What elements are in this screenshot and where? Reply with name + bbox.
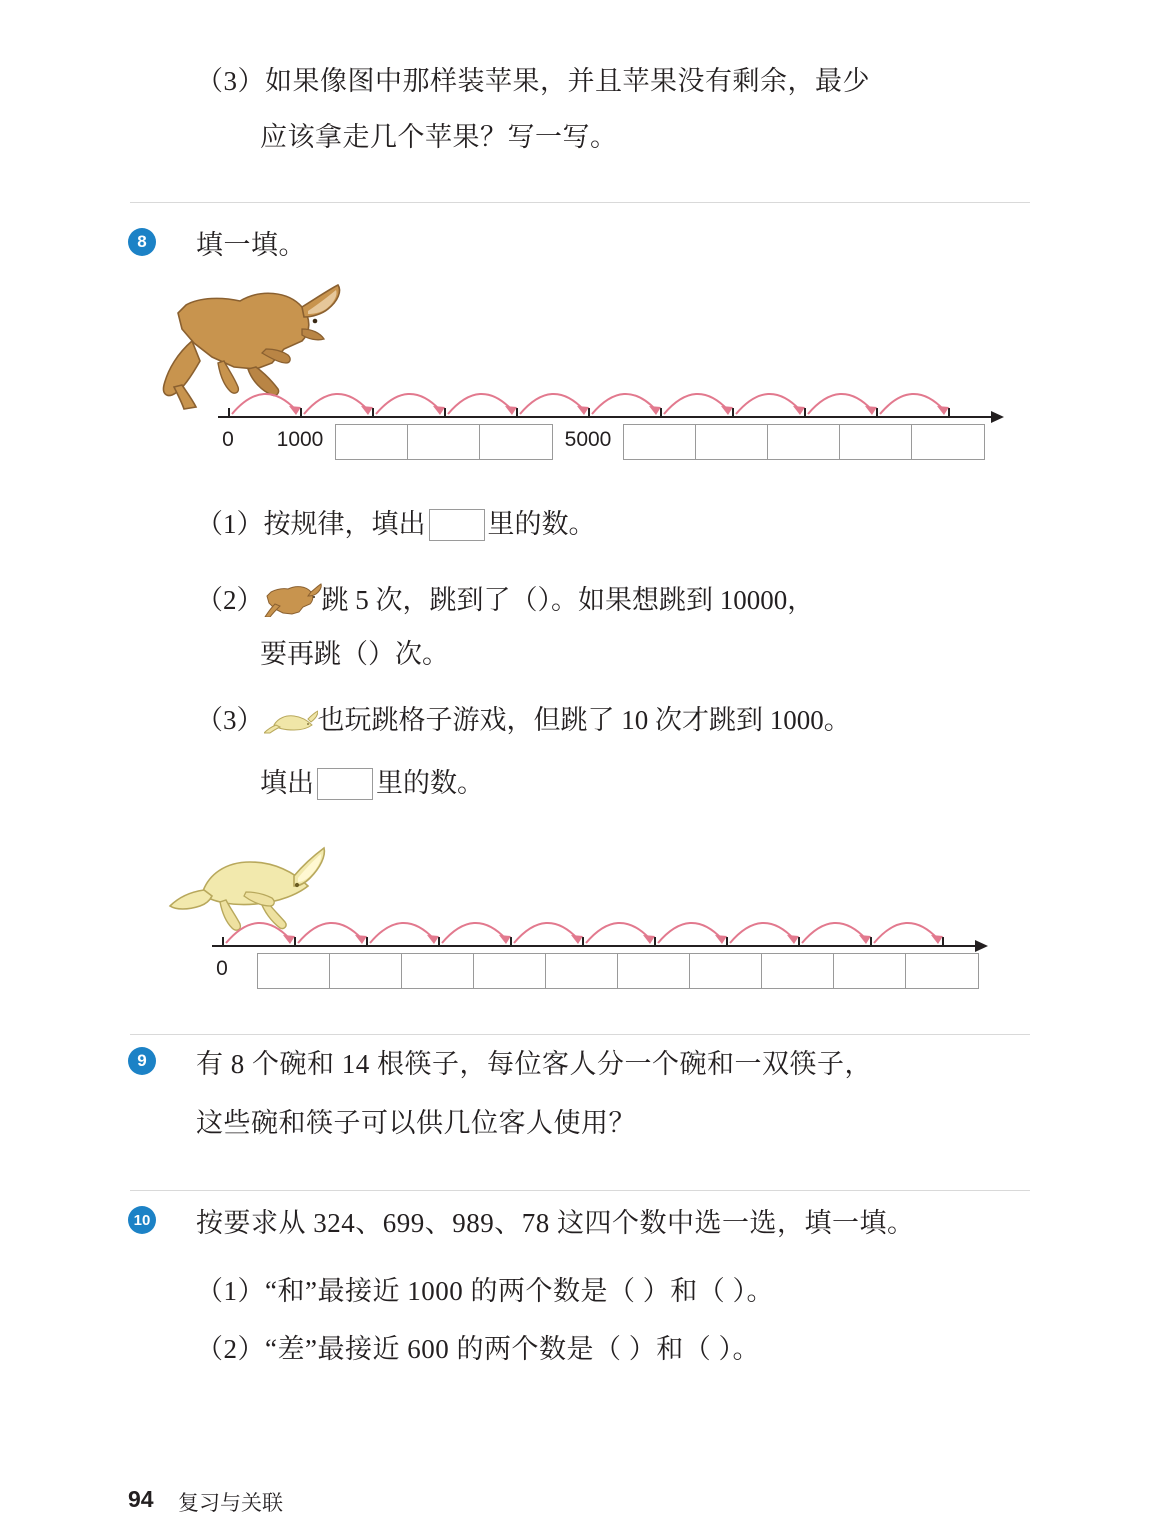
- divider: [130, 202, 1030, 203]
- number-line-label: 0: [216, 957, 228, 980]
- number-line-answer-box[interactable]: [911, 424, 985, 460]
- small-kangaroo-icon: [264, 583, 322, 617]
- q9-line2: 这些碗和筷子可以供几位客人使用？: [196, 1108, 636, 1138]
- q8-part3-line1: [196, 693, 851, 747]
- number-line-answer-box[interactable]: [545, 953, 619, 989]
- q8-part2-paren: （2）: [196, 585, 264, 615]
- number-line-label: 1000: [276, 428, 324, 451]
- number-line-answer-box[interactable]: [905, 953, 979, 989]
- q8-part2-text-c: 要再跳（: [260, 639, 368, 669]
- q10-part2: （2）“差”最接近 600 的两个数是（ ）和（ ）。: [196, 1334, 760, 1364]
- q8-part2-line2: [260, 627, 449, 681]
- page-section: 复习与关联: [178, 1491, 283, 1515]
- q8-part1-answer-box[interactable]: [429, 509, 485, 541]
- divider: [130, 1034, 1030, 1035]
- q8-part3-paren: （3）: [196, 705, 264, 735]
- number-line-answer-box[interactable]: [833, 953, 907, 989]
- hop-arcs: [218, 374, 1013, 418]
- question-number-8: 8: [128, 228, 156, 256]
- number-line-answer-box[interactable]: [623, 424, 697, 460]
- number-line-answer-box[interactable]: [329, 953, 403, 989]
- q8-part2-text-b: ）。如果想跳到 10000，: [537, 585, 815, 615]
- number-line-answer-box[interactable]: [401, 953, 475, 989]
- number-line-answer-box[interactable]: [407, 424, 481, 460]
- question-number-9: 9: [128, 1047, 156, 1075]
- number-line-answer-box[interactable]: [257, 953, 331, 989]
- q7-part3-line1: （3）如果像图中那样装苹果，并且苹果没有剩余，最少: [196, 66, 870, 96]
- hop-arcs: [212, 903, 997, 947]
- number-line-answer-box[interactable]: [335, 424, 409, 460]
- q8-part2-text-d: ）次。: [368, 639, 449, 669]
- q8-part3-text-b: 填出: [260, 768, 314, 798]
- q8-part3-text-c: 里的数。: [376, 768, 484, 798]
- number-line-answer-box[interactable]: [617, 953, 691, 989]
- number-line-label: 0: [222, 428, 234, 451]
- q8-part1-text-b: 里的数。: [487, 509, 596, 539]
- divider: [130, 1190, 1030, 1191]
- q8-part3-line2: [260, 756, 484, 810]
- q10-part1: （1）“和”最接近 1000 的两个数是（ ）和（ ）。: [196, 1276, 774, 1306]
- q8-part1: [196, 497, 596, 551]
- small-rabbit-icon: [264, 707, 318, 735]
- number-line-label: 5000: [564, 428, 612, 451]
- question-number-10: 10: [128, 1206, 156, 1234]
- number-line-answer-box[interactable]: [695, 424, 769, 460]
- number-line-answer-box[interactable]: [689, 953, 763, 989]
- q9-line1: 有 8 个碗和 14 根筷子，每位客人分一个碗和一双筷子，: [196, 1049, 872, 1079]
- number-line-answer-box[interactable]: [761, 953, 835, 989]
- q8-part3-text-a: 也玩跳格子游戏，但跳了 10 次才跳到 1000。: [317, 705, 851, 735]
- q8-part1-text-a: （1）按规律，填出: [196, 509, 426, 539]
- number-line-answer-box[interactable]: [479, 424, 553, 460]
- number-line-answer-box[interactable]: [839, 424, 913, 460]
- number-line-answer-box[interactable]: [473, 953, 547, 989]
- rabbit-number-line: [212, 945, 992, 1005]
- page-number: 94: [128, 1486, 154, 1512]
- q8-part2-text-a: 跳 5 次，跳到了（: [321, 585, 538, 615]
- q10-line1: 按要求从 324、699、989、78 这四个数中选一选，填一填。: [196, 1208, 915, 1238]
- q7-part3-line2: 应该拿走几个苹果？写一写。: [260, 122, 618, 152]
- q8-part2-line1: [196, 573, 814, 627]
- q8-prompt: 填一填。: [196, 230, 306, 260]
- kangaroo-number-line: [218, 416, 1008, 476]
- number-line-answer-box[interactable]: [767, 424, 841, 460]
- q8-part3-answer-box[interactable]: [317, 768, 373, 800]
